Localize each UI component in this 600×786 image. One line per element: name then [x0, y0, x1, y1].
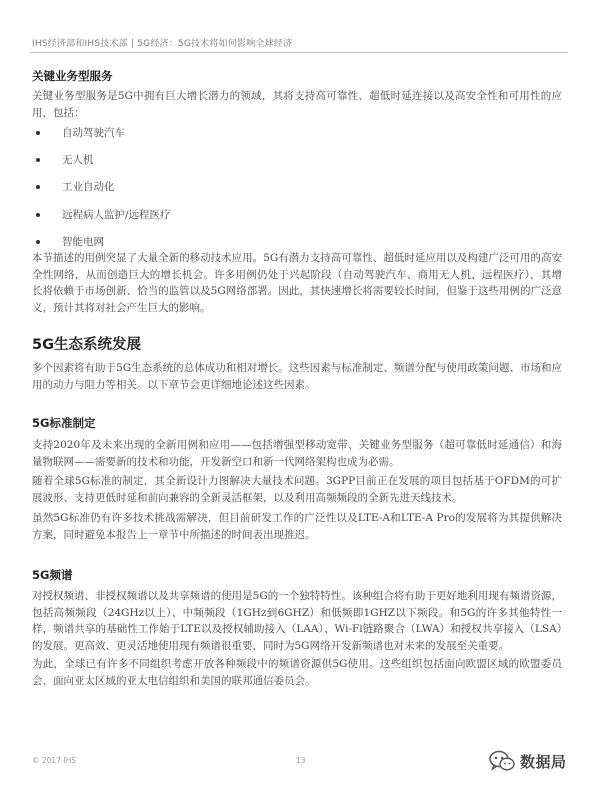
copyright-notice: © 2017 IHS	[32, 756, 76, 765]
paragraph-standards-3: 虽然5G标准仍有许多技术挑战需解决，但目前研发工作的广泛性以及LTE-A和LTE-A Pro的发展将为其提供解决方案，同时避免本报告上一章节中所描述的时间表出现推迟。	[32, 512, 562, 541]
list-item-text: 无人机	[62, 154, 94, 167]
page-number: 13	[296, 756, 306, 765]
bullet-icon	[36, 131, 40, 135]
bullet-icon	[36, 158, 40, 162]
paragraph-key-services-intro: 关键业务型服务是5G中拥有巨大增长潜力的领域，其将支持高可靠性、超低时延连接以及高安全性和可用性的应用，包括：	[32, 90, 562, 119]
paragraph-spectrum-1: 对授权频谱、非授权频谱以及共享频谱的使用是5G的一个独特特性。该种组合将有助于更好地利用现有频谱资源，包括高频频段（24GHz以上）、中频频段（1GHz到6GHZ）和低频即1GHZ以下频段。和5G的许多其他特性一样，频谱共享的基础性工作始于LTE以及授权辅助接入（LAA）、Wi-Fi链路聚合（LWA）和授权共享接入（LSA）的发展。更高效、更灵活地使用现有频谱很重要，同时为5G网络开发新频谱也对未来的发展至关重要。	[32, 590, 562, 652]
paragraph-ecosystem-intro: 多个因素将有助于5G生态系统的总体成功和相对增长。这些因素与标准制定、频谱分配与使用政策问题、市场和应用的动力与阻力等相关。以下章节会更详细地论述这些因素。	[32, 362, 562, 391]
paragraph-spectrum-2: 为此，全球已有许多不同组织考虑开放各种频段中的频谱资源供5G使用。这些组织包括面向欧盟区域的欧盟委员会、面向亚太区域的亚太电信组织和美国的联邦通信委员会。	[32, 658, 562, 687]
bullet-icon	[36, 185, 40, 189]
list-item	[36, 179, 436, 206]
bullet-icon	[36, 213, 40, 217]
heading-ecosystem: 5G生态系统发展	[32, 337, 141, 353]
heading-standards: 5G标准制定	[32, 416, 96, 430]
paragraph-standards-2: 随着全球5G标准的制定，其全新设计力图解决大量技术问题。3GPP目前正在发展的项目包括基于OFDM的可扩展波形、支持更低时延和前向兼容的全新灵活框架，以及利用高频频段的全新先进天线技术。	[32, 475, 562, 504]
use-case-list	[36, 125, 436, 261]
paragraph-key-services-summary: 本节描述的用例突显了大量全新的移动技术应用。5G有潜力支持高可靠性、超低时延应用以及构建广泛可用的高安全性网络，从而创造巨大的增长机会。许多用例仍处于兴起阶段（自动驾驶汽车、商用无人机、远程医疗），其增长将依赖于市场创新、恰当的监管以及5G网络部署。因此，其快速增长将需要较长时间，但鉴于这些用例的广泛意义，预计其将对社会产生巨大的影响。	[32, 252, 562, 314]
heading-key-services: 关键业务型服务	[32, 69, 113, 83]
list-item-text: 智能电网	[62, 235, 104, 248]
list-item-text: 自动驾驶汽车	[62, 127, 125, 139]
watermark-text: 数据局	[520, 752, 567, 771]
list-item-text: 工业自动化	[62, 181, 115, 194]
wechat-icon	[488, 749, 516, 773]
list-item	[36, 152, 436, 179]
paragraph-standards-1: 支持2020年及未来出现的全新用例和应用——包括增强型移动宽带、关键业务型服务（超可靠低时延通信）和海量物联网——需要新的技术和功能，开发新空口和新一代网络架构也成为必需。	[32, 439, 562, 468]
bullet-icon	[36, 240, 40, 244]
heading-spectrum: 5G频谱	[32, 568, 73, 582]
list-item-text: 远程病人监护/远程医疗	[62, 208, 171, 221]
running-header: IHS经济部和IHS技术部 | 5G经济：5G技术将如何影响全球经济	[32, 39, 293, 49]
watermark	[488, 747, 596, 775]
list-item	[36, 125, 436, 152]
list-item	[36, 207, 436, 234]
header-divider	[30, 52, 568, 53]
